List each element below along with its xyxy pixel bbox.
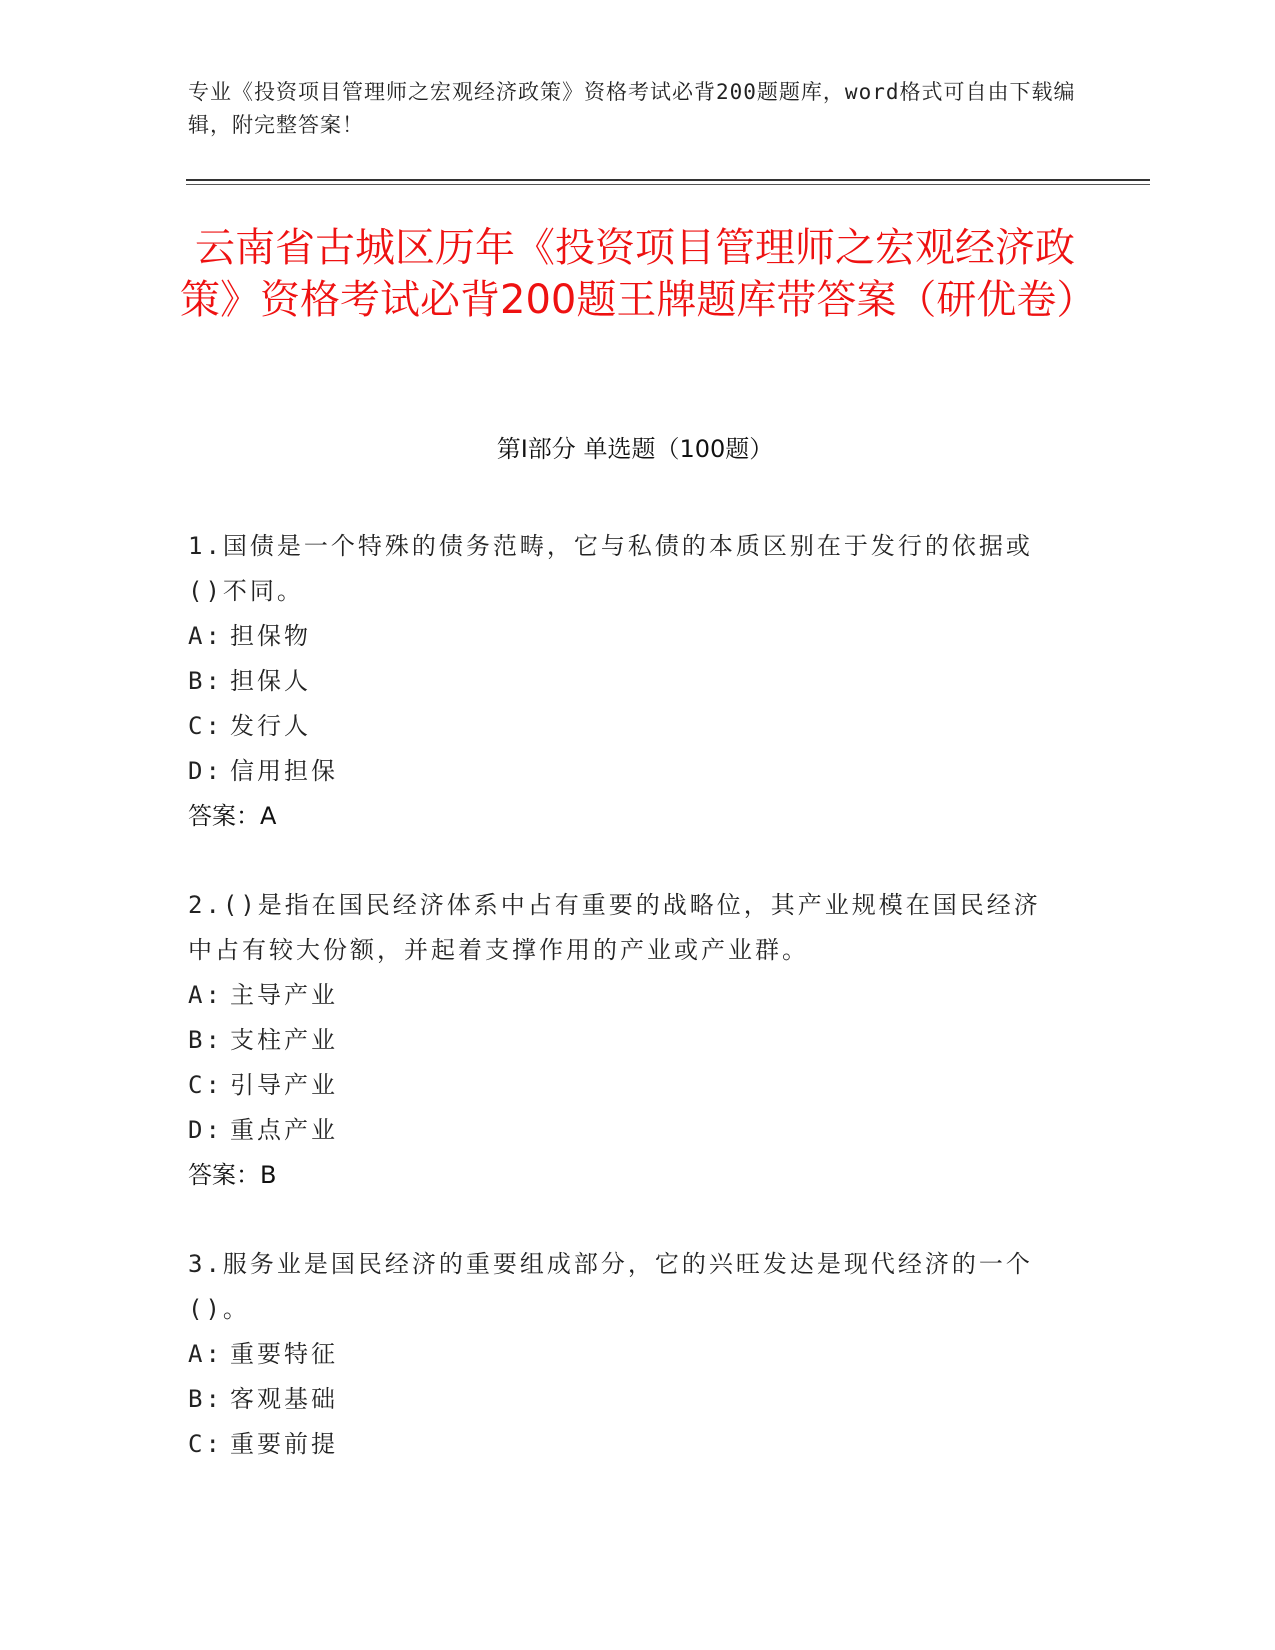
question-stem: 2.()是指在国民经济体系中占有重要的战略位，其产业规模在国民经济中占有较大份额，并起着支撑作用的产业或产业群。 xyxy=(188,891,1041,964)
option-c xyxy=(188,1422,1058,1467)
option-b xyxy=(188,1018,1058,1063)
header-note: 专业《投资项目管理师之宏观经济政策》资格考试必背200题题库，word格式可自由下载编辑，附完整答案！ xyxy=(188,80,1076,137)
section-heading: 第Ⅰ部分 单选题（100题） xyxy=(496,435,774,463)
option-d xyxy=(188,1108,1058,1153)
option-text: 重要特征 xyxy=(230,1340,338,1368)
option-text: 发行人 xyxy=(230,712,311,740)
option-key: A: xyxy=(188,981,223,1009)
option-key: B: xyxy=(188,1385,223,1413)
option-text: 担保物 xyxy=(230,622,311,650)
question-stem: 1.国债是一个特殊的债务范畴，它与私债的本质区别在于发行的依据或()不同。 xyxy=(188,532,1033,605)
document-title: 云南省古城区历年《投资项目管理师之宏观经济政策》资格考试必背200题王牌题库带答案（研优卷） xyxy=(180,225,1097,323)
option-key: C: xyxy=(188,1071,223,1099)
answer-line: 答案：A xyxy=(188,802,277,830)
header-divider-thin xyxy=(186,184,1150,185)
option-text: 重点产业 xyxy=(230,1116,338,1144)
option-key: B: xyxy=(188,667,223,695)
option-b xyxy=(188,659,1058,704)
option-c xyxy=(188,704,1058,749)
option-key: B: xyxy=(188,1026,223,1054)
option-key: A: xyxy=(188,1340,223,1368)
option-b xyxy=(188,1377,1058,1422)
option-c xyxy=(188,1063,1058,1108)
question-list xyxy=(188,524,1058,1511)
option-key: D: xyxy=(188,1116,223,1144)
option-text: 主导产业 xyxy=(230,981,338,1009)
option-a xyxy=(188,614,1058,659)
option-a xyxy=(188,973,1058,1018)
header-divider-thick xyxy=(186,179,1150,181)
option-text: 担保人 xyxy=(230,667,311,695)
option-text: 引导产业 xyxy=(230,1071,338,1099)
option-text: 重要前提 xyxy=(230,1430,338,1458)
option-text: 支柱产业 xyxy=(230,1026,338,1054)
option-text: 客观基础 xyxy=(230,1385,338,1413)
option-a xyxy=(188,1332,1058,1377)
answer-line: 答案：B xyxy=(188,1161,277,1189)
option-text: 信用担保 xyxy=(230,757,338,785)
option-key: C: xyxy=(188,712,223,740)
question-1 xyxy=(188,524,1058,839)
question-2 xyxy=(188,883,1058,1198)
option-key: D: xyxy=(188,757,223,785)
question-3 xyxy=(188,1242,1058,1467)
option-key: C: xyxy=(188,1430,223,1458)
option-d xyxy=(188,749,1058,794)
option-key: A: xyxy=(188,622,223,650)
question-stem: 3.服务业是国民经济的重要组成部分，它的兴旺发达是现代经济的一个()。 xyxy=(188,1250,1033,1323)
